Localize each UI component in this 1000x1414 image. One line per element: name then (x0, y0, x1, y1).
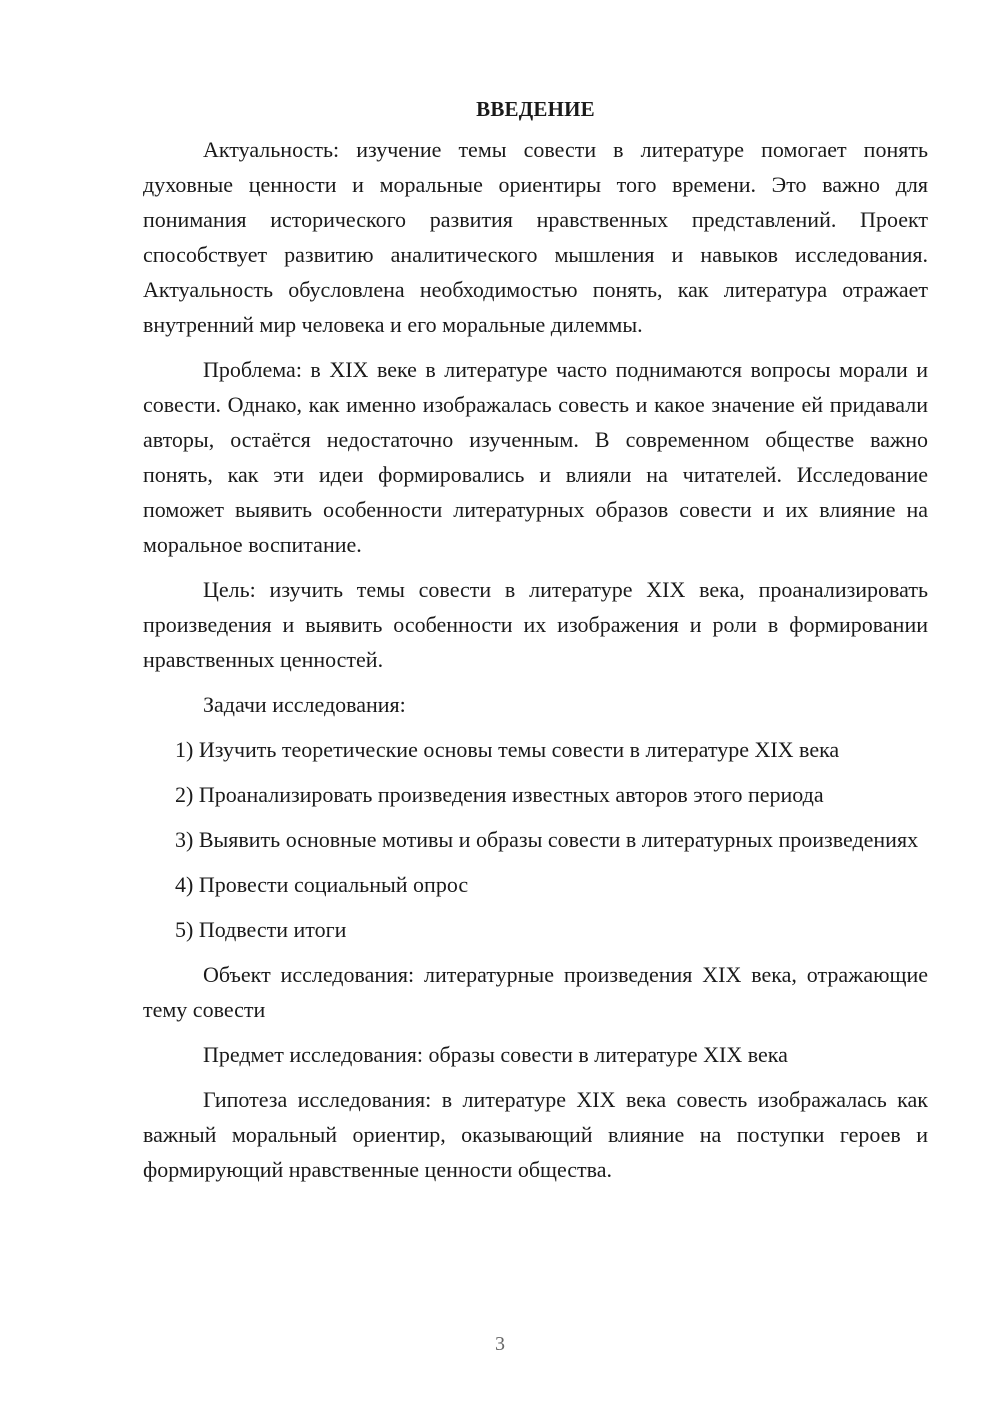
goal-paragraph: Цель: изучить темы совести в литературе XIX века, проанализировать произведения и выявить особенности их изображения и роли в формировании нравственных ценностей. (143, 577, 928, 672)
page-number: 3 (495, 1333, 505, 1355)
task-item-2: 2) Проанализировать произведения известных авторов этого периода (175, 782, 824, 807)
tasks-title: Задачи исследования: (203, 692, 406, 717)
document-page (143, 92, 928, 1197)
task-item-3: 3) Выявить основные мотивы и образы совести в литературных произведениях (175, 827, 919, 852)
task-item-5: 5) Подвести итоги (175, 917, 347, 942)
object-paragraph: Объект исследования: литературные произведения XIX века, отражающие тему совести (143, 962, 928, 1022)
section-heading: ВВЕДЕНИЕ (476, 97, 595, 121)
task-item-4: 4) Провести социальный опрос (175, 872, 469, 897)
problem-paragraph: Проблема: в XIX веке в литературе часто поднимаются вопросы морали и совести. Однако, как именно изображалась совесть и какое значение ей придавали авторы, остаётся недостаточно изученным. В современном обществе важно понять, как эти идеи формировались и влияли на читателей. Исследование поможет выявить особенности литературных образов совести и их влияние на моральное воспитание. (143, 357, 928, 557)
subject-paragraph: Предмет исследования: образы совести в литературе XIX века (203, 1042, 788, 1067)
task-item-1: 1) Изучить теоретические основы темы совести в литературе XIX века (175, 737, 840, 762)
hypothesis-paragraph: Гипотеза исследования: в литературе XIX века совесть изображалась как важный моральный ориентир, оказывающий влияние на поступки героев и формирующий нравственные ценности общества. (143, 1087, 928, 1182)
relevance-paragraph: Актуальность: изучение темы совести в литературе помогает понять духовные ценности и моральные ориентиры того времени. Это важно для понимания исторического развития нравственных представлений. Проект способствует развитию аналитического мышления и навыков исследования. Актуальность обусловлена необходимостью понять, как литература отражает внутренний мир человека и его моральные дилеммы. (143, 137, 928, 337)
